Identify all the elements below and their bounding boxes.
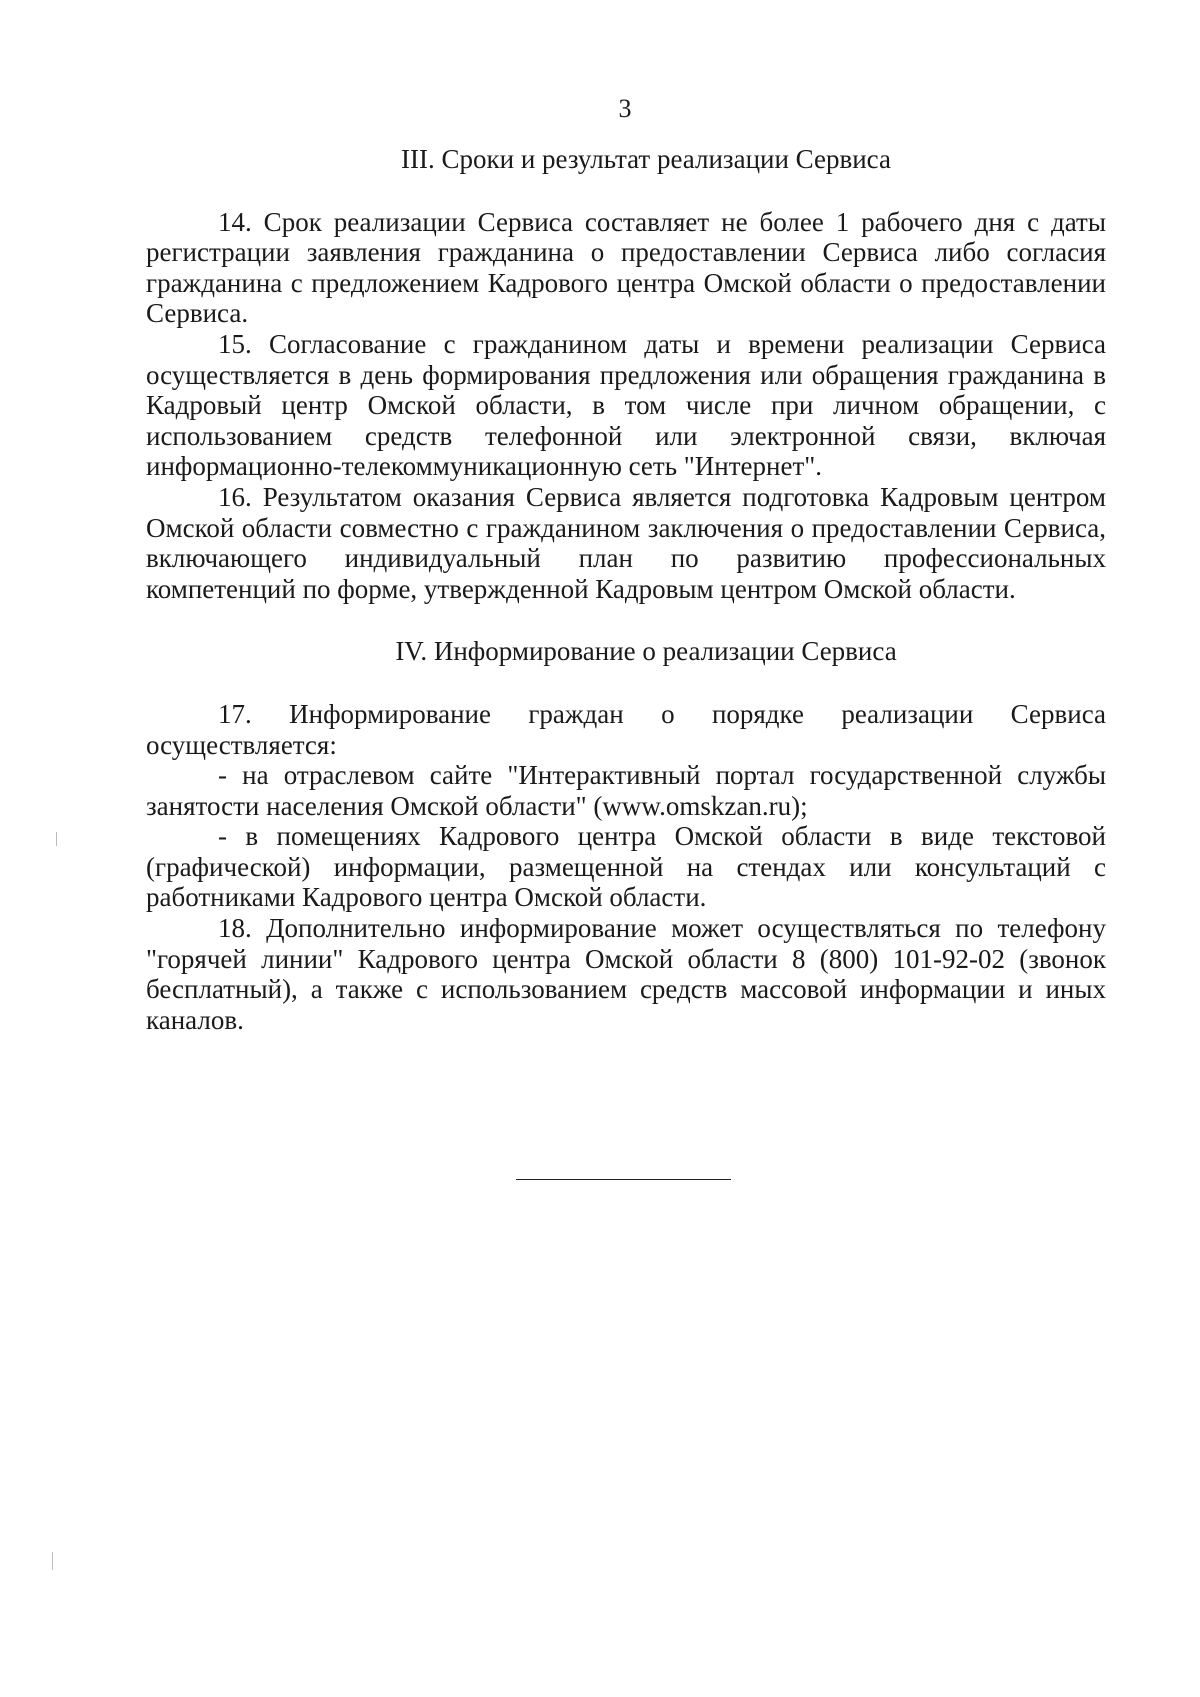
list-item-premises: - в помещениях Кадрового центра Омской области в виде текстовой (графической) информации, размещенной на стендах или консультаций с работниками Кадрового центра Омской области. (146, 821, 1106, 913)
paragraph-17: 17. Информирование граждан о порядке реализации Сервиса осуществляется: (146, 698, 1106, 760)
scan-speck (52, 1552, 53, 1570)
paragraph-15: 15. Согласование с гражданином даты и времени реализации Сервиса осуществляется в день формирования предложения или обращения гражданина в Кадровый центр Омской области, в том числе при личном обращении, с использованием средств телефонной или электронной связи, включая информационно-телекоммуникационную сеть "Интернет". (146, 328, 1106, 482)
scan-speck (56, 832, 57, 846)
section-heading-iii: III. Сроки и результат реализации Сервиса (401, 144, 891, 174)
section-heading-iv: IV. Информирование о реализации Сервиса (395, 636, 897, 667)
paragraph-18: 18. Дополнительно информирование может осуществляться по телефону "горячей линии" Кадрового центра Омской области 8 (800) 101-92-02 (звонок бесплатный), а также с использованием средств массовой информации и иных каналов. (146, 913, 1106, 1035)
document-body (146, 140, 1106, 1035)
page-number: 3 (618, 94, 632, 123)
paragraph-16: 16. Результатом оказания Сервиса является подготовка Кадровым центром Омской области совместно с гражданином заключения о предоставлении Сервиса, включающего индивидуальный план по развитию профессиональных компетенций по форме, утвержденной Кадровым центром Омской области. (146, 481, 1106, 604)
end-of-document-rule (516, 1179, 731, 1180)
list-item-website: - на отраслевом сайте "Интерактивный портал государственной службы занятости населения Омской области" (www.omskzan.ru); (146, 760, 1106, 821)
paragraph-14: 14. Срок реализации Сервиса составляет не более 1 рабочего дня с даты регистрации заявления гражданина о предоставлении Сервиса либо согласия гражданина с предложением Кадрового центра Омской области о предоставлении Сервиса. (146, 206, 1106, 329)
